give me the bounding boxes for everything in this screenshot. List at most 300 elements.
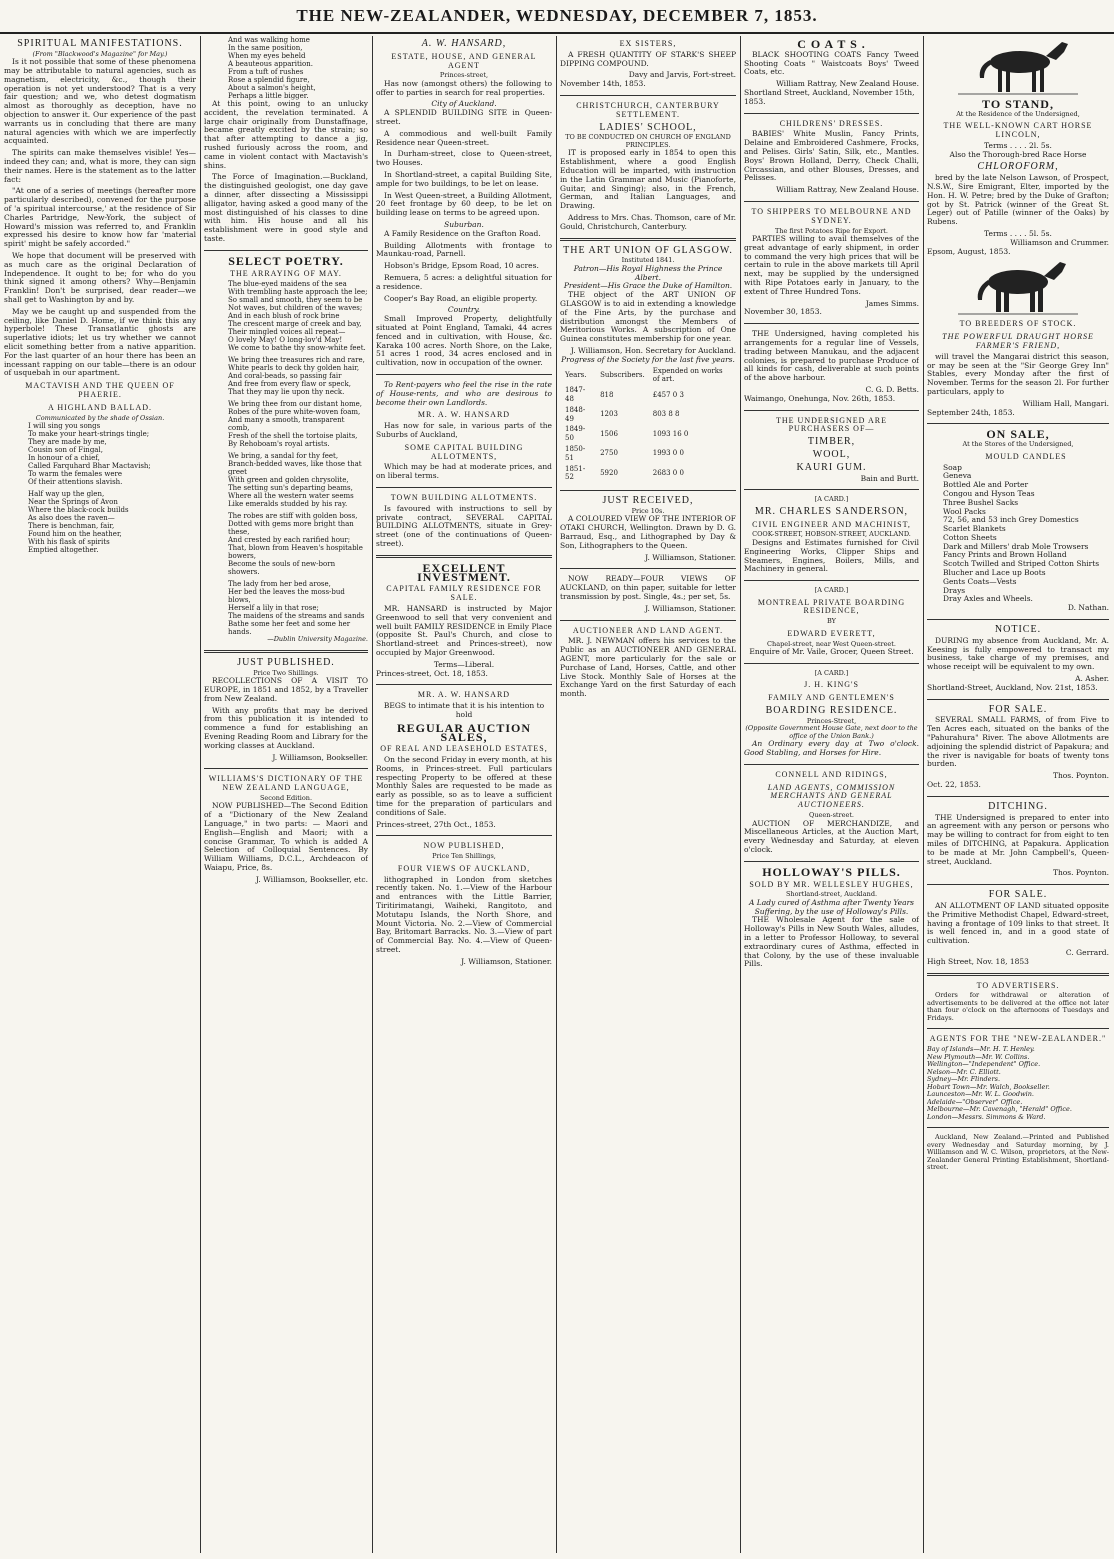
- poem-line: That they may lie upon thy neck.: [228, 388, 345, 397]
- ad-heading: NOW PUBLISHED,: [423, 841, 505, 851]
- poem-line: By Rehoboam's royal artists.: [228, 440, 330, 449]
- table-cell: 1851-52: [565, 464, 586, 482]
- poem-line: In honour of a chief,: [28, 454, 100, 463]
- poem-line: In the same position,: [228, 44, 303, 52]
- ad-signature: Bain and Burtt.: [860, 473, 919, 483]
- paragraph: At this point, owing to an unlucky accident, the revelation terminated. A large chair originally from Dunstaffnage, became greatly excited by the strain; so that after attempting to dance a jig, rushed furiously across the room, and came in violent contact with Mactavish's shins.: [204, 99, 368, 170]
- poem-line: O lovely May! O long-lov'd May!: [228, 336, 343, 345]
- divider: [204, 250, 368, 251]
- ad-heading: FOR SALE.: [988, 889, 1048, 901]
- ad-terms: Terms . . . . 5l. 5s.: [984, 229, 1052, 239]
- ad-price: Price 10s.: [631, 506, 665, 515]
- paragraph: Has now for sale, in various parts of the Suburbs of Auckland,: [376, 421, 552, 439]
- ad-subheading: CIVIL ENGINEER AND MACHINIST,: [752, 519, 911, 529]
- poem-line: Where the black-cock builds: [28, 506, 129, 515]
- listing: Hobson's Bridge, Epsom Road, 10 acres.: [384, 261, 539, 271]
- ad-heading: THE WELL-KNOWN CART HORSE LINCOLN,: [943, 121, 1093, 140]
- ad-address: Chapel-street, near West Queen-street.: [767, 639, 896, 648]
- list-item: Geneva: [943, 471, 972, 481]
- ad-item: TIMBER,: [807, 436, 856, 448]
- paragraph: Designs and Estimates furnished for Civil Engineering Works, Clipper Ships and Steamers, Engines, Boilers, Mills, and Machinery in general.: [744, 537, 919, 574]
- divider: [376, 835, 552, 836]
- table-cell: 2750: [600, 449, 618, 458]
- column-rule: [923, 36, 924, 1553]
- ad-subheading: At the Residence of the Undersigned,: [956, 109, 1080, 118]
- poem-line: With his flask of spirits: [28, 538, 110, 547]
- ad-address: Princes-street,: [439, 71, 489, 80]
- listing: Building Allotments with frontage to Maunkau-road, Parnell.: [376, 240, 552, 259]
- paragraph: THE Undersigned is prepared to enter into an agreement with any person or persons who may be willing to contract for from eight to ten miles of DITCHING, at Papakura. Application to be made at Mr. John Campbell's, Queen-street, Auckland.: [927, 812, 1109, 866]
- ad-terms: Terms—Liberal.: [433, 659, 495, 669]
- listing: Remuera, 5 acres: a delightful situation for a residence.: [376, 273, 552, 291]
- poem-credit: —Dublin University Magazine.: [267, 635, 368, 644]
- ad-heading: TOWN BUILDING ALLOTMENTS.: [390, 492, 538, 502]
- paragraph: May we be caught up and suspended from the ceiling, like Daniel D. Home, if we think this any hyperbole! These Transatlantic ghosts are superlative idiots; let us try whether we cannot elicit something better from a native apparition. For the last quarter of an hour there has been an incessant rapping on our table—there is an odour of usquebah in our apartment.: [4, 306, 196, 378]
- table-cell: 1203: [600, 410, 618, 419]
- ballad-heading: MACTAVISH AND THE QUEEN OF PHAERIE.: [25, 381, 175, 399]
- paragraph: THE object of the ART UNION OF GLASGOW is to aid in extending a knowledge of the Fine Arts, by the purchase and distribution amongst the Members of Meritorious Works. A subscription of One Guinea constitutes membership for one year.: [560, 290, 736, 344]
- divider: [560, 490, 736, 491]
- paragraph: will travel the Mangarai district this season, or may be seen at the "Sir George Grey Inn" Stables, every Monday after the first of November. Terms for the season 2l. For further particulars, apply to: [927, 351, 1109, 397]
- ad-signature: William Hall, Mangari.: [1022, 398, 1109, 408]
- ad-heading: JUST PUBLISHED.: [237, 656, 335, 668]
- divider: [744, 580, 919, 581]
- ad-date: November 30, 1853.: [744, 307, 822, 317]
- ad-signature: Williamson and Crummer.: [1010, 237, 1109, 247]
- ad-heading: C O A T S .: [797, 37, 866, 51]
- ad-heading: MR. CHARLES SANDERSON,: [754, 505, 909, 517]
- paragraph: "At one of a series of meetings (hereafter more particularly described), convened for the purpose of 'a spiritual intercourse,' at the residence of Sir Charles Partridge, New-York, the subject of Howard's mission was referred to, and Franklin expressed his desire to know how far 'material spirit' might be safely accorded.": [4, 186, 196, 249]
- poem-line: Perhaps a little bigger.: [228, 92, 309, 100]
- table-cell: 803 8 8: [652, 410, 680, 419]
- ad-heading: ON SALE,: [986, 427, 1050, 442]
- listing: In Shortland-street, a capital Building Site, ample for two buildings, to be let on lease.: [376, 170, 552, 188]
- ad-date: Princes-street, Oct. 18, 1853.: [376, 668, 488, 678]
- poem-title: THE ARRAYING OF MAY.: [230, 268, 342, 278]
- ad-note: A Lady cured of Asthma after Twenty Years Suffering, by the use of Holloway's Pills.: [748, 897, 915, 916]
- paragraph: MR. HANSARD is instructed by Major Greenwood to sell that very convenient and well built FAMILY RESIDENCE in Emily Place (opposite St. Paul's Church, and close to Shortland-street and Princes-street), now occupied by Major Greenwood.: [376, 603, 552, 657]
- ad-signature: J. Williamson, Hon. Secretary for Auckland.: [570, 346, 736, 356]
- ad-subheading: SOLD BY MR. WELLESLEY HUGHES,: [749, 879, 914, 889]
- ad-edition: Second Edition.: [259, 793, 313, 802]
- list-item: Soap: [943, 462, 962, 472]
- ad-heading: TO STAND,: [982, 97, 1054, 111]
- divider: [744, 323, 919, 324]
- poem-line: Found him on the heather,: [28, 530, 122, 539]
- paragraph: Has now (amongst others) the following to offer to parties in search for real properties.: [376, 78, 552, 97]
- poem-line: And coral-beads, so passing fair: [228, 372, 342, 381]
- list-item: Bottled Ale and Porter: [943, 480, 1029, 490]
- paragraph: The spirits can make themselves visible! Yes—indeed they can; and, what is more, they can sign their names. Here is the statement as to the latter fact:: [4, 148, 196, 184]
- poem-line: We come to bathe thy snow-white feet.: [228, 344, 366, 353]
- ad-item: KAURI GUM.: [796, 461, 867, 473]
- poem-line: Her bed the leaves the moss-bud blows,: [228, 588, 345, 605]
- paragraph: On the second Friday in every month, at his Rooms, in Princes-street. Full particulars respecting Property to be offered at these Monthly Sales are requested to be made as early as possible, so as to leave a sufficient time for the preparation of particulars and conditions of Sale.: [376, 755, 552, 817]
- list-item: London—Messrs. Simmons & Ward.: [927, 1112, 1046, 1121]
- imprint: Auckland, New Zealand.—Printed and Published every Wednesday and Saturday morning, by J. Williamson and W. C. Wilson, proprietors, at the New-Zealander General Printing Establishment, Shortland-street.: [927, 1133, 1109, 1172]
- poem-line: With green and golden chrysolite,: [228, 476, 349, 485]
- ad-heading: CHLOROFORM,: [977, 161, 1059, 173]
- ad-by: BY: [827, 617, 836, 626]
- paragraph: A COLOURED VIEW OF THE INTERIOR OF OTAKI CHURCH, Wellington. Drawn by D. G. Barraud, Esq., and Lithographed by Day & Son, Lithographers to the Queen.: [560, 514, 736, 550]
- paragraph: We hope that document will be preserved with as much care as the original Declaration of Independence. It ought to be; for who do you think signed it among others? Why—Benjamin Franklin! Don't be surprised, dear reader—we shall get to Washington by and by.: [4, 251, 196, 305]
- list-item: Launceston—Mr. W. L. Goodwin.: [927, 1090, 1034, 1099]
- ad-date: Waimango, Onehunga, Nov. 26th, 1853.: [744, 393, 896, 403]
- card-label: [A CARD.]: [814, 495, 849, 504]
- paragraph: To Rent-payers who feel the rise in the rate of House-rents, and who are desirous to become their own Landlords.: [376, 380, 552, 407]
- table-row: [562, 425, 734, 443]
- agents-list: [927, 1046, 1109, 1121]
- ad-heading: J. H. KING'S: [804, 680, 859, 690]
- ad-note: Also the Thorough-bred Race Horse: [949, 149, 1087, 159]
- ad-signature: A. Asher.: [1075, 674, 1109, 684]
- article-source: (From "Blackwood's Magazine" for May.): [32, 49, 168, 58]
- ad-note: (Opposite Government House Gate, next door to the office of the Union Bank.): [745, 724, 918, 740]
- subscription-table: [560, 365, 736, 485]
- ad-heading: MONTREAL PRIVATE BOARDING RESIDENCE,: [757, 597, 906, 616]
- ad-heading: A. W. HANSARD,: [421, 38, 507, 49]
- card-label: [A CARD.]: [814, 586, 849, 595]
- poem-line: Cousin son of Fingal,: [28, 446, 103, 455]
- paragraph: PARTIES willing to avail themselves of the great advantage of early shipment, in order to command the very high prices that will be certain to rule in the above markets till April next, may be supplied by the undersigned with Ripe Potatoes early in January, to the extent of Three Hundred Tons.: [744, 234, 919, 296]
- table-cell: 1850-51: [565, 444, 586, 462]
- poem-line: Their mingled voices all repeat—: [228, 328, 346, 337]
- poem-line: The setting sun's departing beams,: [228, 484, 353, 493]
- masthead: [0, 4, 1114, 34]
- ad-enquire: Enquire of Mr. Vaile, Grocer, Queen Street.: [749, 647, 914, 657]
- list-item: Blucher and Lace up Boots: [943, 568, 1046, 578]
- listing: In West Queen-street, a Building Allotment, 20 feet frontage by 60 deep, to be let on building lease on terms to be agreed upon.: [376, 190, 552, 218]
- divider: [560, 95, 736, 96]
- list-item: Sydney—Mr. Flinders.: [927, 1075, 1001, 1084]
- column-rule: [372, 36, 373, 1553]
- table-cell: £457 0 3: [652, 390, 684, 399]
- ad-subheading: TO BE CONDUCTED ON CHURCH OF ENGLAND PRINCIPLES.: [565, 133, 731, 149]
- horse-illustration: [958, 258, 1078, 316]
- poem-line: Herself a lily in that rose;: [228, 604, 319, 613]
- table-row: [562, 465, 734, 483]
- ad-subheading: FAMILY AND GENTLEMEN'S: [768, 693, 895, 703]
- list-item: Adelaide—"Observer" Office.: [927, 1097, 1023, 1106]
- poem-stanza: [228, 356, 368, 396]
- ad-heading: EX SISTERS,: [619, 39, 677, 48]
- column-1: [4, 36, 196, 1553]
- poem-line: As also does the raven—: [28, 514, 115, 523]
- ballad-poem: [28, 422, 196, 554]
- table-cell: 2683 0 0: [652, 468, 684, 477]
- ad-president: President—His Grace the Duke of Hamilton.: [563, 281, 733, 291]
- paragraph: Is favoured with instructions to sell by private contract, SEVERAL CAPITAL BUILDING ALLOTMENTS, situate in Grey-street (one of the continuations of Queen-street).: [376, 503, 552, 548]
- poem-line: And was walking home: [228, 36, 310, 44]
- list-item: Dray Axles and Wheels.: [943, 594, 1033, 604]
- ad-heading: MR. A. W. HANSARD: [417, 690, 511, 700]
- poem-line: To make your heart-strings tingle;: [28, 430, 150, 439]
- divider: [560, 620, 736, 621]
- listing: In Durham-street, close to Queen-street, two Houses.: [376, 149, 552, 168]
- poem-line: We bring thee from our distant home,: [228, 400, 362, 409]
- divider: [744, 113, 919, 114]
- divider: [927, 884, 1109, 885]
- divider: [744, 489, 919, 490]
- divider: [744, 410, 919, 411]
- paragraph: DURING my absence from Auckland, Mr. A. Keesing is fully empowered to transact my business, take charge of my premises, and whose receipt will be equivalent to my own.: [927, 635, 1109, 672]
- poem-line: And many a smooth, transparent comb,: [228, 416, 345, 433]
- ad-heading: REGULAR AUCTION SALES,: [396, 720, 531, 744]
- column-rule: [740, 36, 741, 1553]
- table-cell: 818: [600, 390, 614, 399]
- table-header: Subscribers.: [600, 371, 645, 379]
- poem-line: Near the Springs of Avon: [28, 498, 118, 507]
- divider: [376, 555, 552, 558]
- ad-signature: D. Nathan.: [1067, 603, 1109, 613]
- ad-subheading: Instituted 1841.: [621, 256, 675, 265]
- article-heading: SPIRITUAL MANIFESTATIONS.: [17, 38, 183, 49]
- poem-line: And in each blush of rock brine: [228, 312, 340, 321]
- poem-stanza: [228, 512, 368, 576]
- paragraph: Which may be had at moderate prices, and on liberal terms.: [376, 462, 552, 481]
- poem-line: Called Farquhard Bhar Mactavish;: [28, 462, 151, 471]
- ad-heading: HOLLOWAY'S PILLS.: [762, 864, 901, 879]
- column-2: [204, 36, 368, 1553]
- poem-line: The crescent marge of creek and bay,: [228, 320, 362, 329]
- ad-address: COOK-STREET, HOBSON-STREET, AUCKLAND.: [752, 530, 911, 539]
- divider: [744, 201, 919, 202]
- ad-signature: J. Williamson, Stationer.: [645, 603, 736, 613]
- poem-continued: [228, 36, 368, 100]
- table-header-row: [562, 367, 734, 385]
- column-4: [560, 36, 736, 1553]
- table-caption: Progress of the Society for the last five years.: [561, 354, 735, 364]
- table-cell: 1093 16 0: [652, 429, 689, 438]
- paragraph: Address to Mrs. Chas. Thomson, care of Mr. Gould, Christchurch, Canterbury.: [560, 212, 736, 231]
- ballad-subheading: A HIGHLAND BALLAD.: [48, 402, 152, 412]
- ad-date: September 24th, 1853.: [927, 407, 1015, 417]
- paragraph: THE Wholesale Agent for the sale of Holloway's Pills in New South Wales, alludes, in a letter to Professor Holloway, to several extraordinary cures of Asthma, effected in that Colony, by the use of these invaluable Pills.: [744, 915, 919, 969]
- divider: [744, 861, 919, 862]
- table-cell: 5920: [600, 468, 618, 477]
- divider: [560, 568, 736, 569]
- list-item: Wellington—"Independent" Office.: [927, 1060, 1041, 1069]
- ad-signature: James Simms.: [865, 298, 919, 308]
- paragraph: Orders for withdrawal or alteration of advertisements to be delivered at the office not later than four o'clock on the afternoons of Tuesdays and Fridays.: [927, 991, 1109, 1022]
- divider: [927, 1028, 1109, 1029]
- list-item: MOULD CANDLES: [985, 451, 1067, 461]
- ad-heading: WILLIAMS'S DICTIONARY OF THE NEW ZEALAND LANGUAGE,: [208, 774, 364, 793]
- listing: Small Improved Property, delightfully situated at Point England, Tamaki, 44 acres fenced and in cultivation, with House, &c. Karaka 100 acres. North Shore, on the Lake, 51 acres 1 rood, 34 acres enclosed and in cultivation, now in occupation of the owner.: [376, 314, 552, 368]
- list-item: Wool Packs: [943, 506, 986, 516]
- ad-heading: TO SHIPPERS TO MELBOURNE AND SYDNEY.: [751, 206, 912, 225]
- divider: [927, 699, 1109, 700]
- ad-date: High Street, Nov. 18, 1853: [927, 956, 1029, 966]
- poem-line: Not waves, but children of the waves;: [228, 304, 363, 313]
- paragraph: BABIES' White Muslin, Fancy Prints, Delaine and Embroidered Cashmere, Frocks, and Pelises. Girls' Satin, Silk, etc., Mantles. Boys' Brown Holland, Derry, Check Challi, Circassian, and other Blouses, Dresses, and Pelisses.: [744, 129, 919, 183]
- ballad-note: Communicated by the shade of Ossian.: [35, 413, 165, 422]
- ad-signature: J. Williamson, Bookseller, etc.: [255, 874, 368, 884]
- goods-list: [927, 453, 1109, 605]
- list-item: Three Bushel Sacks: [943, 497, 1019, 507]
- ad-price: Price Ten Shillings,: [432, 852, 496, 861]
- poem-line: Dotted with gems more bright than these,: [228, 520, 354, 537]
- ad-heading: AUCTIONEER AND LAND AGENT.: [572, 625, 724, 635]
- divider: [376, 487, 552, 488]
- poem-line: Bathe some her feet and some her hands.: [228, 620, 351, 637]
- divider: [927, 973, 1109, 976]
- ad-date: Oct. 22, 1853.: [927, 780, 981, 790]
- paragraph: AN ALLOTMENT OF LAND situated opposite the Primitive Methodist Chapel, Edward-street, having a frontage of 109 links to that street. It is well fenced in, and in a good state of cultivation.: [927, 900, 1109, 946]
- list-item: Melbourne—Mr. Cavenagh, "Herald" Office.: [927, 1105, 1072, 1114]
- paragraph: IT is proposed early in 1854 to open this Establishment, where a good English Education will be imparted, with instruction in the Latin Grammar and Music (Pianoforte, Guitar, and Singing); also, in the French, German, and Italian Languages, and Drawing.: [560, 148, 736, 211]
- ad-signature: Davy and Jarvis, Fort-street.: [628, 70, 736, 80]
- poem-line: Like emeralds studded by his ray.: [228, 500, 348, 509]
- paragraph: An Ordinary every day at Two o'clock. Good Stabling, and Horses for Hire.: [744, 739, 919, 758]
- paragraph: BLACK SHOOTING COATS Fancy Tweed Shooting Coats " Waistcoats Boys' Tweed Coats, etc.: [744, 49, 919, 77]
- ad-heading: EXCELLENT INVESTMENT.: [417, 560, 511, 584]
- ad-heading: BOARDING RESIDENCE.: [765, 704, 898, 716]
- divider: [204, 650, 368, 653]
- poem-line: The lady from her bed arose,: [228, 580, 331, 589]
- poem-line: When my eyes beheld: [228, 52, 306, 60]
- ad-item: WOOL,: [812, 448, 851, 460]
- masthead-title: THE NEW-ZEALANDER, WEDNESDAY, DECEMBER 7, 1853.: [296, 6, 818, 25]
- section-label: City of Auckland.: [431, 99, 497, 109]
- poem-line: Become the souls of new-born showers.: [228, 560, 336, 577]
- poem-stanza: [228, 452, 368, 508]
- column-6: [927, 36, 1109, 1553]
- card-label: [A CARD.]: [814, 668, 849, 677]
- table-row: [562, 406, 734, 424]
- divider: [927, 796, 1109, 797]
- ad-heading: CONNELL AND RIDINGS,: [775, 769, 888, 779]
- list-item: 72, 56, and 53 inch Grey Domestics: [943, 515, 1079, 525]
- list-item: Bay of Islands—Mr. H. T. Henley.: [927, 1045, 1035, 1054]
- column-3: [376, 36, 552, 1553]
- ad-heading: FOR SALE.: [988, 703, 1048, 715]
- ad-subheading: ESTATE, HOUSE, AND GENERAL AGENT: [391, 51, 537, 70]
- list-item: Nelson—Mr. C. Elliott.: [927, 1067, 1001, 1076]
- ad-subheading: OF REAL AND LEASEHOLD ESTATES,: [380, 744, 548, 754]
- list-item: Cotton Sheets: [943, 532, 997, 542]
- ad-signature: J. Williamson, Stationer.: [461, 956, 552, 966]
- ad-owner: EDWARD EVERETT,: [787, 628, 876, 638]
- list-item: Scotch Twilled and Striped Cotton Shirts: [943, 559, 1100, 569]
- ad-heading: CHRISTCHURCH, CANTERBURY SETTLEMENT.: [576, 100, 720, 119]
- paragraph: SEVERAL SMALL FARMS, of from Five to Ten Acres each, situated on the banks of the "Pahurahura" River. The above Allotments are adjoining the splendid district of Papakura; and the river is navigable for boats of twenty tons burden.: [927, 715, 1109, 769]
- section-label: Suburban.: [444, 220, 484, 230]
- horse-illustration: [958, 38, 1078, 96]
- ad-heading: TO BREEDERS OF STOCK.: [959, 319, 1077, 329]
- poem-line: With trembling haste approach the lee;: [228, 288, 368, 297]
- ad-subheading: THE POWERFUL DRAUGHT HORSE FARMER'S FRIEND,: [942, 332, 1094, 351]
- ad-subheading: At the Stores of the Undersigned,: [962, 440, 1074, 449]
- ad-body: NOW PUBLISHED—The Second Edition of a "Dictionary of the New Zealand Language," in two parts: — Maori and English—English and Maori; with a concise Grammar, To which is added A Selection of Colloquial Sentences. By William Williams, D.C.L., Archdeacon of Waiapu, Price, 8s.: [204, 801, 368, 872]
- ad-date: Princes-street, 27th Oct., 1853.: [376, 819, 496, 829]
- ad-price: Price Two Shillings.: [253, 668, 319, 677]
- table-cell: 1506: [600, 429, 618, 438]
- ad-subheading: The first Potatoes Ripe for Export.: [775, 226, 888, 235]
- notice-heading: AGENTS FOR THE "NEW-ZEALANDER.": [929, 1034, 1107, 1044]
- ad-date: Shortland-Street, Auckland, Nov. 21st, 1853.: [927, 682, 1098, 692]
- divider: [927, 1127, 1109, 1128]
- paragraph: The Force of Imagination.—Buckland, the distinguished geologist, one day gave a dinner, after dissecting a Mississippi alligator, having asked a good many of the most distinguished of his classes to dine with him. His house and all his establishment were in good style and taste.: [204, 172, 368, 243]
- list-item: Hobart Town—Mr. Walch, Bookseller.: [927, 1082, 1050, 1091]
- paragraph: NOW READY—FOUR VIEWS OF AUCKLAND, on thin paper, suitable for letter transmission by post. Single, 4s.; per set, 5s.: [560, 574, 736, 602]
- column-rule: [556, 36, 557, 1553]
- poem-line: There is benchman, fair,: [28, 522, 115, 531]
- ad-heading: FOUR VIEWS OF AUCKLAND,: [397, 863, 531, 873]
- ad-signature: J. Williamson, Stationer.: [645, 552, 736, 562]
- ad-body: With any profits that may be derived from this publication it is intended to commence a fund for establishing an Evening Reading Room and Library for the working classes at Auckland.: [204, 705, 368, 750]
- notice-heading: TO ADVERTISERS.: [976, 980, 1060, 990]
- list-item: Gents Coats—Vests: [943, 576, 1017, 586]
- poem-stanza: [228, 580, 368, 636]
- poem-line: A beauteous apparition.: [228, 60, 313, 68]
- paragraph: AUCTION OF MERCHANDIZE, and Miscellaneous Articles, at the Auction Mart, every Wednesday and Saturday, at eleven o'clock.: [744, 818, 919, 854]
- ad-patron: Patron—His Royal Highness the Prince Albert.: [573, 263, 723, 282]
- poem-stanza: [228, 400, 368, 448]
- ad-date: November 14th, 1853.: [560, 79, 646, 89]
- ad-heading: LADIES' SCHOOL,: [599, 121, 697, 133]
- poem-line: The robes are stiff with golden boss,: [228, 512, 358, 521]
- table-cell: 1993 0 0: [652, 449, 684, 458]
- ad-subheading: CAPITAL FAMILY RESIDENCE FOR SALE.: [386, 584, 542, 603]
- ad-heading: CHILDRENS' DRESSES.: [779, 118, 884, 128]
- listing: A SPLENDID BUILDING SITE in Queen-street.: [376, 108, 552, 127]
- divider: [560, 238, 736, 241]
- ad-signature: Thos. Poynton.: [1052, 868, 1109, 878]
- paragraph: bred by the late Nelson Lawson, of Prospect, N.S.W., Sire Emigrant, Elter, imported by the Hon. H. W. Petre; bred by the Duke of Grafton; got by St. Patrick (winner of the Great St. Leger) out of Patille (winner of the Oaks) by Rubens.: [927, 173, 1109, 227]
- poem-line: I will sing you songs: [28, 422, 101, 431]
- poem-line: They are made by me,: [28, 438, 107, 447]
- poem-line: The blue-eyed maidens of the sea: [228, 280, 347, 289]
- ad-intro: BEGS to intimate that it is his intention to hold: [383, 701, 545, 719]
- ad-address: Shortland-street, Auckland.: [785, 890, 878, 899]
- ad-signature: William Rattray, New Zealand House.: [776, 185, 919, 195]
- ad-address: Queen-street.: [808, 811, 855, 820]
- poem-line: That, blown from Heaven's hospitable bowers,: [228, 544, 363, 561]
- ad-heading: DITCHING.: [988, 800, 1048, 812]
- divider: [927, 423, 1109, 424]
- divider: [376, 374, 552, 375]
- poem-line: We bring thee treasures rich and rare,: [228, 356, 365, 365]
- ad-heading: MR. A. W. HANSARD: [417, 410, 511, 420]
- table-header: Expended on works of art.: [652, 366, 723, 384]
- ad-signature: J. Williamson, Bookseller.: [272, 752, 368, 762]
- poem-stanza: [228, 280, 368, 352]
- poem-line: The maidens of the streams and sands: [228, 612, 365, 621]
- ad-terms: Terms . . . . 2l. 5s.: [984, 140, 1052, 150]
- poem-line: So small and smooth, they seem to be: [228, 296, 363, 305]
- poem-line: Of their attentions slavish.: [28, 478, 123, 487]
- poem-line: Branch-bedded waves, like those that greet: [228, 460, 362, 477]
- ad-address: Princes-Street,: [806, 716, 857, 725]
- ad-heading: THE ART UNION OF GLASGOW.: [563, 244, 733, 256]
- column-5: [744, 36, 919, 1553]
- list-item: Congou and Hyson Teas: [943, 488, 1035, 498]
- listing: Cooper's Bay Road, an eligible property.: [384, 293, 538, 303]
- table-row: [562, 386, 734, 404]
- poem-line: Fresh of the shell the tortoise plaits,: [228, 432, 358, 441]
- list-item: Scarlet Blankets: [943, 524, 1006, 534]
- ad-date: Epsom, August, 1853.: [927, 246, 1011, 256]
- ad-signature: C. Gerrard.: [1065, 947, 1109, 957]
- ad-heading: NOTICE.: [994, 624, 1042, 636]
- ad-heading: JUST RECEIVED,: [602, 495, 694, 507]
- ad-heading: SOME CAPITAL BUILDING ALLOTMENTS,: [404, 442, 524, 461]
- table-header: Years.: [565, 371, 587, 379]
- divider: [204, 768, 368, 769]
- poem-line: About a salmon's height,: [228, 84, 316, 92]
- table-row: [562, 445, 734, 463]
